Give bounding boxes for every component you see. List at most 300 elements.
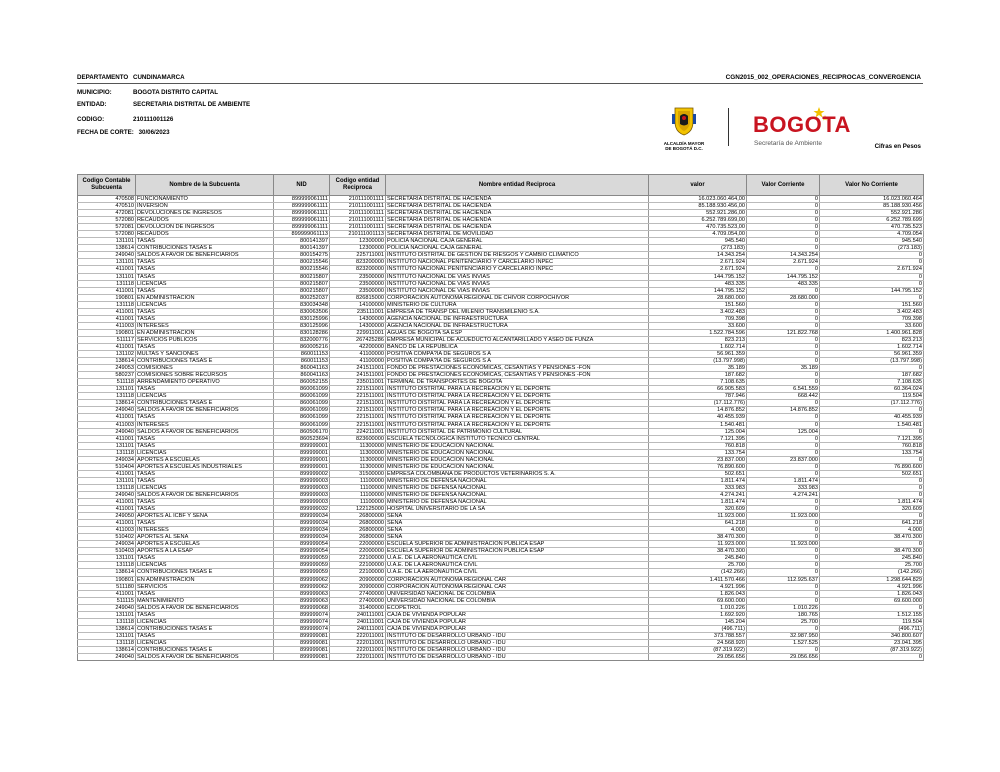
cell-valor: 245.840 <box>649 555 747 562</box>
table-row <box>78 456 924 463</box>
cell-nombre-entidad: CAJA DE VIVIENDA POPULAR <box>386 611 649 618</box>
cell-codigo: 510403 <box>78 548 136 555</box>
cell-nombre-entidad: INSTITUTO NACIONAL PENITENCIARIO Y CARCELARIO INPEC <box>386 266 649 273</box>
cell-valor: 35.189 <box>649 365 747 372</box>
cell-nid: 860061099 <box>274 421 330 428</box>
cell-nombre-subcuenta: TASAS <box>136 470 274 477</box>
cell-nombre-entidad: SECRETARIA DISTRITAL DE HACIENDA <box>386 196 649 203</box>
cell-valor: 125.004 <box>649 428 747 435</box>
cell-nombre-subcuenta: TASAS <box>136 287 274 294</box>
cell-codigo: 131101 <box>78 259 136 266</box>
cell-nombre-subcuenta: LICENCIAS <box>136 449 274 456</box>
cell-valor-corriente: 0 <box>747 597 820 604</box>
cell-nombre-entidad: CORPORACION AUTONOMA REGIONAL DE CHIVOR CORPOCHIVOR <box>386 294 649 301</box>
cell-codigo-entidad: 11300000 <box>330 456 386 463</box>
table-row <box>78 203 924 210</box>
cell-codigo: 131102 <box>78 351 136 358</box>
cell-nid: 832000776 <box>274 336 330 343</box>
cell-codigo: 131101 <box>78 273 136 280</box>
cell-codigo-entidad: 11100000 <box>330 491 386 498</box>
table-row <box>78 414 924 421</box>
cell-valor: 16.023.060.464,00 <box>649 196 747 203</box>
cell-nid: 899999061111 <box>274 224 330 231</box>
cell-nombre-entidad: MINISTERIO DE DEFENSA NACIONAL <box>386 499 649 506</box>
logo-subtitle: Secretaría de Ambiente <box>754 140 822 147</box>
cell-valor: 151.560 <box>649 301 747 308</box>
cell-codigo: 511180 <box>78 583 136 590</box>
fecha-value: 30/06/2023 <box>138 129 170 136</box>
cell-nombre-entidad: U.A.E. DE LA AERONAUTICA CIVIL <box>386 562 649 569</box>
cell-nid: 899999061111 <box>274 217 330 224</box>
cell-codigo: 249034 <box>78 541 136 548</box>
cell-valor-no-corriente: 245.840 <box>820 555 924 562</box>
cell-valor-corriente: 14.876.852 <box>747 407 820 414</box>
cell-nombre-entidad: INSTITUTO DISTRITAL PARA LA RECREACION Y EL DEPORTE <box>386 400 649 407</box>
cell-valor-corriente: 0 <box>747 625 820 632</box>
cell-nombre-subcuenta: TASAS <box>136 308 274 315</box>
cell-codigo: 249040 <box>78 428 136 435</box>
table-row <box>78 435 924 442</box>
cell-codigo-entidad: 11300000 <box>330 449 386 456</box>
cell-nid: 899999061111 <box>274 196 330 203</box>
cell-nombre-entidad: U.A.E. DE LA AERONAUTICA CIVIL <box>386 569 649 576</box>
col-codigo-entidad: Codigo entidad Reciproca <box>330 175 386 196</box>
cell-nid: 860061099 <box>274 400 330 407</box>
cell-codigo-entidad: 222011001 <box>330 639 386 646</box>
cell-codigo: 411003 <box>78 421 136 428</box>
cell-nombre-subcuenta: TASAS <box>136 499 274 506</box>
cell-valor-no-corriente: 1.826.043 <box>820 590 924 597</box>
cell-nombre-subcuenta: FUNCIONAMIENTO <box>136 196 274 203</box>
cell-nombre-subcuenta: SERVICIOS <box>136 583 274 590</box>
cell-valor: 144.795.152 <box>649 273 747 280</box>
table-row <box>78 280 924 287</box>
cell-nid: 800215807 <box>274 287 330 294</box>
cell-valor: 11.923.000 <box>649 513 747 520</box>
table-body <box>78 196 924 661</box>
cell-valor: 1.010.226 <box>649 604 747 611</box>
cell-valor: 6.252.789.699,00 <box>649 217 747 224</box>
cell-valor: 502.651 <box>649 470 747 477</box>
cell-nombre-entidad: MINISTERIO DE DEFENSA NACIONAL <box>386 491 649 498</box>
cell-nid: 800141397 <box>274 245 330 252</box>
cell-codigo: 572080 <box>78 231 136 238</box>
cell-nombre-subcuenta: TASAS <box>136 442 274 449</box>
cell-codigo: 470510 <box>78 203 136 210</box>
cell-codigo-entidad: 11300000 <box>330 463 386 470</box>
cell-valor: 709.398 <box>649 315 747 322</box>
table-row <box>78 238 924 245</box>
entidad-label: ENTIDAD: <box>77 101 107 108</box>
table-row <box>78 463 924 470</box>
cell-valor-no-corriente: 1.811.474 <box>820 499 924 506</box>
cell-valor-no-corriente: 1.602.714 <box>820 343 924 350</box>
col-valor-no-corriente: Valor No Corriente <box>820 175 924 196</box>
cell-nombre-entidad: MINISTERIO DE DEFENSA NACIONAL <box>386 484 649 491</box>
cell-valor-no-corriente: (273.183) <box>820 245 924 252</box>
cell-valor-no-corriente: 151.560 <box>820 301 924 308</box>
cell-valor-corriente: 1.527.525 <box>747 639 820 646</box>
cell-nombre-entidad: ESCUELA SUPERIOR DE ADMINISTRACION PUBLICA ESAP <box>386 548 649 555</box>
cell-valor-no-corriente: 133.754 <box>820 449 924 456</box>
cell-codigo-entidad: 241511001 <box>330 372 386 379</box>
cell-nid: 860523694 <box>274 435 330 442</box>
cell-codigo-entidad: 210111001111 <box>330 224 386 231</box>
cell-nombre-subcuenta: TASAS <box>136 386 274 393</box>
cell-nombre-entidad: EMPRESA DE TRANSP DEL MILENIO TRANSMILENIO S.A. <box>386 308 649 315</box>
alcaldia-line-1: ALCALDÍA MAYOR <box>663 141 705 146</box>
cell-valor-corriente: 0 <box>747 555 820 562</box>
cell-valor: 1.522.784.596 <box>649 329 747 336</box>
cell-nombre-subcuenta: LICENCIAS <box>136 484 274 491</box>
cell-valor-no-corriente: 119.504 <box>820 393 924 400</box>
cell-nombre-subcuenta: TASAS <box>136 435 274 442</box>
table-row <box>78 301 924 308</box>
cell-valor-no-corriente: 0 <box>820 513 924 520</box>
cifras-en-pesos: Cifras en Pesos <box>874 143 921 150</box>
table-row <box>78 604 924 611</box>
table-row <box>78 654 924 661</box>
table-row <box>78 196 924 203</box>
cell-nombre-entidad: EMPRESA COLOMBIANA DE PRODUCTOS VETERINARIOS S. A. <box>386 470 649 477</box>
cell-valor-corriente: 1.010.226 <box>747 604 820 611</box>
cell-valor-corriente: 0 <box>747 442 820 449</box>
cell-nombre-subcuenta: CONTRIBUCIONES TASAS E <box>136 625 274 632</box>
cell-valor-corriente: 0 <box>747 224 820 231</box>
cell-nombre-subcuenta: TASAS <box>136 632 274 639</box>
table-row <box>78 322 924 329</box>
cell-codigo-entidad: 41100000 <box>330 358 386 365</box>
table-row <box>78 273 924 280</box>
table-row <box>78 506 924 513</box>
cell-nombre-subcuenta: SALDOS A FAVOR DE BENEFICIARIOS <box>136 604 274 611</box>
cell-nombre-subcuenta: CONTRIBUCIONES TASAS E <box>136 245 274 252</box>
table-row <box>78 315 924 322</box>
cell-nid: 800252037 <box>274 294 330 301</box>
cell-nid: 899999002 <box>274 470 330 477</box>
cell-valor-no-corriente: 0 <box>820 654 924 661</box>
cell-nombre-entidad: INSTITUTO DE DESARROLLO URBANO - IDU <box>386 639 649 646</box>
table-row <box>78 358 924 365</box>
cell-nid: 860061099 <box>274 407 330 414</box>
cell-valor: 7.108.635 <box>649 379 747 386</box>
cell-codigo-entidad: 31400000 <box>330 604 386 611</box>
cell-nombre-entidad: MINISTERIO DE EDUCACION NACIONAL <box>386 463 649 470</box>
cell-codigo-entidad: 823200000 <box>330 259 386 266</box>
table-row <box>78 351 924 358</box>
cell-valor-corriente: 11.923.000 <box>747 541 820 548</box>
cell-valor-corriente: 0 <box>747 562 820 569</box>
cell-valor-no-corriente: 38.470.300 <box>820 534 924 541</box>
cell-nombre-subcuenta: LICENCIAS <box>136 301 274 308</box>
cell-valor: 145.204 <box>649 618 747 625</box>
alcaldia-caption <box>645 141 723 151</box>
cell-nombre-entidad: ESCUELA SUPERIOR DE ADMINISTRACION PUBLICA ESAP <box>386 541 649 548</box>
cell-codigo-entidad: 241511001 <box>330 365 386 372</box>
report-page <box>77 74 923 661</box>
cell-nombre-subcuenta: APORTES AL ICBF Y SENA <box>136 513 274 520</box>
cell-nombre-subcuenta: TASAS <box>136 477 274 484</box>
cell-codigo-entidad: 210111001113 <box>330 231 386 238</box>
cell-codigo: 411001 <box>78 315 136 322</box>
cell-nombre-entidad: POLICIA NACIONAL CAJA GENERAL <box>386 245 649 252</box>
cell-valor-no-corriente: 340.800.607 <box>820 632 924 639</box>
col-nid: NID <box>274 175 330 196</box>
table-row <box>78 217 924 224</box>
cell-codigo-entidad: 222011001 <box>330 647 386 654</box>
cell-codigo-entidad: 20900000 <box>330 583 386 590</box>
table-row <box>78 555 924 562</box>
cell-nid: 899999059 <box>274 569 330 576</box>
table-row <box>78 520 924 527</box>
cell-nombre-subcuenta: RECAUDOS <box>136 231 274 238</box>
cell-valor-corriente: 0 <box>747 196 820 203</box>
cell-codigo: 411001 <box>78 343 136 350</box>
cell-nombre-subcuenta: DEVOLUCION DE INGRESOS <box>136 224 274 231</box>
cell-valor-corriente: 121.822.768 <box>747 329 820 336</box>
municipio-row <box>77 89 219 97</box>
cell-nombre-subcuenta: APORTES A ESCUELAS <box>136 456 274 463</box>
fecha-label: FECHA DE CORTE: <box>77 129 134 136</box>
cell-nombre-subcuenta: TASAS <box>136 259 274 266</box>
cell-valor-corriente: 35.189 <box>747 365 820 372</box>
cell-nombre-entidad: AGUAS DE BOGOTA SA ESP <box>386 329 649 336</box>
cell-nombre-subcuenta: TASAS <box>136 343 274 350</box>
cell-valor: 14.876.852 <box>649 407 747 414</box>
cell-valor-corriente: 0 <box>747 590 820 597</box>
cell-codigo-entidad: 210111001111 <box>330 203 386 210</box>
table-row <box>78 336 924 343</box>
cell-codigo-entidad: 14300000 <box>330 322 386 329</box>
cell-valor-no-corriente: 760.818 <box>820 442 924 449</box>
cell-nombre-entidad: INSTITUTO DISTRITAL DE GESTION DE RIESGOS Y CAMBIO CLIMATICO <box>386 252 649 259</box>
cell-valor-no-corriente: 641.218 <box>820 520 924 527</box>
cell-codigo-entidad: 42200000 <box>330 343 386 350</box>
cell-valor-no-corriente: 1.512.155 <box>820 611 924 618</box>
cell-nid: 899999001 <box>274 442 330 449</box>
cell-codigo: 411001 <box>78 308 136 315</box>
cell-nid: 899999034 <box>274 527 330 534</box>
cell-nombre-entidad: EMPRESA MUNICIPAL DE ACUEDUCTO ALCANTARILLADO Y ASEO DE FUNZA <box>386 336 649 343</box>
cell-nombre-subcuenta: RECAUDOS <box>136 217 274 224</box>
table-row <box>78 569 924 576</box>
cell-valor: 333.983 <box>649 484 747 491</box>
table-row <box>78 393 924 400</box>
cell-nid: 800215546 <box>274 266 330 273</box>
cell-valor-corriente: 0 <box>747 379 820 386</box>
table-row <box>78 343 924 350</box>
cell-codigo: 249034 <box>78 456 136 463</box>
cell-nombre-entidad: CAJA DE VIVIENDA POPULAR <box>386 618 649 625</box>
cell-valor: 4.000 <box>649 527 747 534</box>
cell-codigo-entidad: 221511001 <box>330 421 386 428</box>
cell-nombre-entidad: POSITIVA COMPA?IA DE SEGUROS S A <box>386 351 649 358</box>
cell-valor: 85.188.930.456,00 <box>649 203 747 210</box>
cell-valor: 187.682 <box>649 372 747 379</box>
cell-nombre-entidad: SENA <box>386 534 649 541</box>
cell-valor-corriente: 2.671.924 <box>747 259 820 266</box>
cell-valor-corriente: 0 <box>747 301 820 308</box>
cell-nombre-entidad: ESCUELA TECNOLOGICA INSTITUTO TECNICO CENTRAL <box>386 435 649 442</box>
cell-codigo-entidad: 22100000 <box>330 555 386 562</box>
cell-nombre-subcuenta: TASAS <box>136 315 274 322</box>
cell-nombre-entidad: UNIVERSIDAD NACIONAL DE COLOMBIA <box>386 590 649 597</box>
cell-nombre-subcuenta: LICENCIAS <box>136 639 274 646</box>
cell-codigo: 131118 <box>78 562 136 569</box>
table-row <box>78 400 924 407</box>
cell-nid: 899999074 <box>274 611 330 618</box>
cell-valor-no-corriente: (17.112.776) <box>820 400 924 407</box>
cell-valor-corriente: 0 <box>747 647 820 654</box>
cell-valor-no-corriente: 4.921.996 <box>820 583 924 590</box>
cell-valor: 787.946 <box>649 393 747 400</box>
cell-valor-no-corriente: 0 <box>820 365 924 372</box>
cell-valor: (17.112.776) <box>649 400 747 407</box>
cell-valor-no-corriente: 0 <box>820 294 924 301</box>
cell-nombre-entidad: INSTITUTO DISTRITAL PARA LA RECREACION Y EL DEPORTE <box>386 421 649 428</box>
cell-nombre-subcuenta: DEVOLUCIONES DE INGRESOS <box>136 210 274 217</box>
cell-codigo: 249050 <box>78 513 136 520</box>
table-row <box>78 639 924 646</box>
table-row <box>78 365 924 372</box>
cell-nombre-subcuenta: CONTRIBUCIONES TASAS E <box>136 358 274 365</box>
cell-valor-corriente: 0 <box>747 506 820 513</box>
table-row <box>78 308 924 315</box>
cell-valor: 56.961.359 <box>649 351 747 358</box>
cell-codigo-entidad: 210111001111 <box>330 196 386 203</box>
cell-valor-corriente: 4.274.241 <box>747 491 820 498</box>
cell-valor: 38.470.300 <box>649 548 747 555</box>
cell-valor-no-corriente: 144.795.152 <box>820 287 924 294</box>
cell-codigo-entidad: 224211001 <box>330 428 386 435</box>
cell-valor: 1.540.481 <box>649 421 747 428</box>
cell-nid: 899999081 <box>274 647 330 654</box>
cell-nombre-entidad: CORPORACION AUTONOMA REGIONAL CAR <box>386 576 649 583</box>
bogota-crest-icon <box>669 106 699 136</box>
cell-valor-corriente: 32.987.950 <box>747 632 820 639</box>
cell-nid: 899999061111 <box>274 210 330 217</box>
cell-valor-corriente: 1.811.474 <box>747 477 820 484</box>
cell-valor-corriente: 0 <box>747 548 820 555</box>
cell-codigo: 510404 <box>78 463 136 470</box>
cell-codigo-entidad: 826815000 <box>330 294 386 301</box>
cell-nid: 860052155 <box>274 379 330 386</box>
cell-valor: 11.923.000 <box>649 541 747 548</box>
cell-valor: 66.905.583 <box>649 386 747 393</box>
cell-valor-corriente: 0 <box>747 400 820 407</box>
cell-valor: 144.795.152 <box>649 287 747 294</box>
cell-valor: 40.455.939 <box>649 414 747 421</box>
cell-codigo-entidad: 221511001 <box>330 407 386 414</box>
cell-valor-corriente: 0 <box>747 534 820 541</box>
cell-codigo: 249040 <box>78 252 136 259</box>
cell-codigo-entidad: 14300000 <box>330 315 386 322</box>
cell-nombre-entidad: INSTITUTO DISTRITAL PARA LA RECREACION Y EL DEPORTE <box>386 393 649 400</box>
cell-nombre-entidad: CORPORACION AUTONOMA REGIONAL CAR <box>386 583 649 590</box>
cell-valor: 23.837.000 <box>649 456 747 463</box>
cell-codigo-entidad: 23500000 <box>330 273 386 280</box>
cell-valor-corriente: 112.925.637 <box>747 576 820 583</box>
table-row <box>78 576 924 583</box>
cell-codigo-entidad: 11100000 <box>330 477 386 484</box>
table-row <box>78 449 924 456</box>
table-row <box>78 534 924 541</box>
cell-nombre-entidad: SENA <box>386 513 649 520</box>
cell-valor-corriente: 144.795.152 <box>747 273 820 280</box>
table-row <box>78 259 924 266</box>
cell-nombre-subcuenta: TASAS <box>136 414 274 421</box>
cell-codigo: 249040 <box>78 604 136 611</box>
cell-codigo: 411003 <box>78 322 136 329</box>
cell-valor-no-corriente: 7.121.395 <box>820 435 924 442</box>
cell-valor: (142.266) <box>649 569 747 576</box>
cell-valor: 25.700 <box>649 562 747 569</box>
cell-nombre-entidad: CAJA DE VIVIENDA POPULAR <box>386 625 649 632</box>
cell-valor: 641.218 <box>649 520 747 527</box>
table-row <box>78 484 924 491</box>
table-row <box>78 477 924 484</box>
cell-codigo: 138614 <box>78 358 136 365</box>
cell-valor: 1.826.043 <box>649 590 747 597</box>
cell-valor-no-corriente: 60.364.024 <box>820 386 924 393</box>
cell-nombre-subcuenta: LICENCIAS <box>136 618 274 625</box>
cell-valor: 760.818 <box>649 442 747 449</box>
cell-codigo: 411001 <box>78 266 136 273</box>
cell-nombre-subcuenta: APORTES AL SENA <box>136 534 274 541</box>
cell-nombre-entidad: POSITIVA COMPA?IA DE SEGUROS S A <box>386 358 649 365</box>
cell-nombre-subcuenta: SALDOS A FAVOR DE BENEFICIARIOS <box>136 252 274 259</box>
cell-valor-no-corriente: (13.797.998) <box>820 358 924 365</box>
cell-nombre-subcuenta: APORTES A LA ESAP <box>136 548 274 555</box>
entidad-row <box>77 101 251 109</box>
cell-valor-corriente: 14.343.254 <box>747 252 820 259</box>
cell-nombre-subcuenta: COMISIONES <box>136 365 274 372</box>
table-row <box>78 513 924 520</box>
cell-valor-no-corriente: 16.023.060.464 <box>820 196 924 203</box>
codigo-label: CODIGO: <box>77 116 105 123</box>
cell-codigo: 131101 <box>78 386 136 393</box>
cell-nombre-entidad: MINISTERIO DE EDUCACION NACIONAL <box>386 442 649 449</box>
table-row <box>78 372 924 379</box>
cell-valor-corriente: 0 <box>747 322 820 329</box>
cell-nombre-entidad: SECRETARIA DISTRITAL DE HACIENDA <box>386 224 649 231</box>
cell-nid: 899999061113 <box>274 231 330 238</box>
cell-valor-no-corriente: 4.709.054 <box>820 231 924 238</box>
cell-nombre-entidad: MINISTERIO DE EDUCACION NACIONAL <box>386 456 649 463</box>
cell-codigo: 131101 <box>78 632 136 639</box>
cell-nombre-entidad: FONDO DE PRESTACIONES ECONOMICAS, CESANTIAS Y PENSIONES -FON <box>386 372 649 379</box>
cell-codigo: 470508 <box>78 196 136 203</box>
cell-codigo-entidad: 22000000 <box>330 541 386 548</box>
cell-valor-corriente: 0 <box>747 421 820 428</box>
cell-valor-no-corriente: 709.398 <box>820 315 924 322</box>
cell-nid: 860041163 <box>274 365 330 372</box>
col-codigo-contable: Codigo Contable Subcuenta <box>78 175 136 196</box>
cell-valor: (87.319.922) <box>649 647 747 654</box>
cell-valor-corriente: 0 <box>747 231 820 238</box>
cell-valor-corriente: 0 <box>747 266 820 273</box>
cell-nombre-subcuenta: SALDOS A FAVOR DE BENEFICIARIOS <box>136 654 274 661</box>
cell-nombre-subcuenta: INTERESES <box>136 527 274 534</box>
alcaldia-line-2: DE BOGOTÁ D.C. <box>665 146 703 151</box>
table-row <box>78 647 924 654</box>
cell-codigo-entidad: 26800000 <box>330 527 386 534</box>
cell-codigo-entidad: 11300000 <box>330 442 386 449</box>
entidad-value: SECRETARIA DISTRITAL DE AMBIENTE <box>133 101 251 108</box>
cell-codigo-entidad: 26800000 <box>330 534 386 541</box>
cell-valor: 29.056.656 <box>649 654 747 661</box>
cell-valor-corriente: 0 <box>747 372 820 379</box>
